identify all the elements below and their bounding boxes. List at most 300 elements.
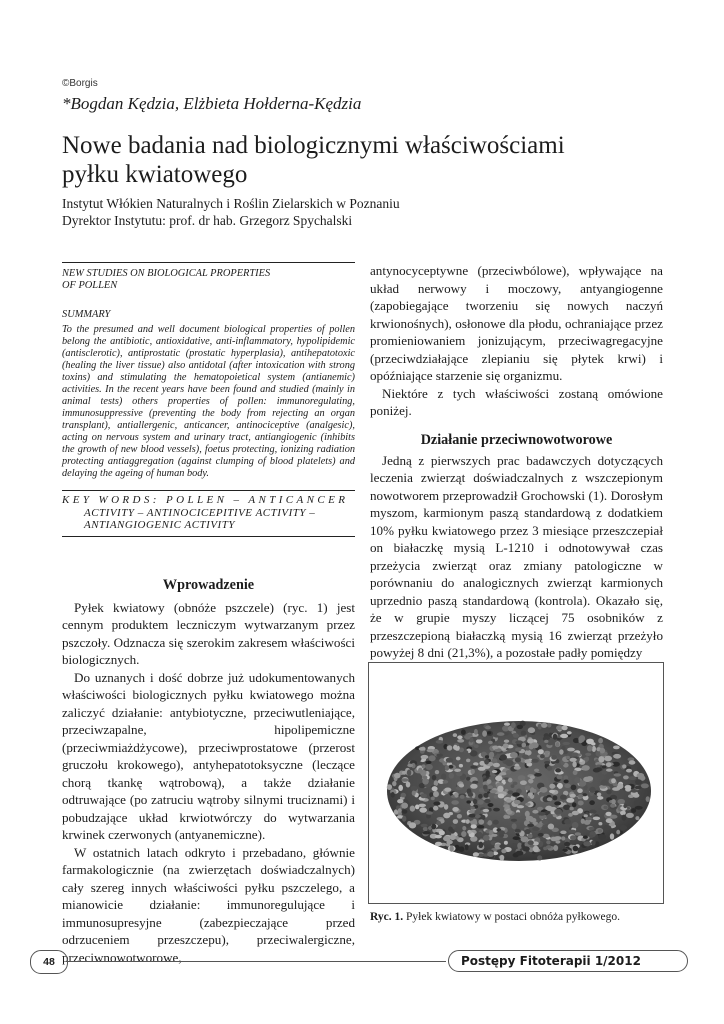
pollen-granule	[573, 770, 578, 775]
pollen-granule	[589, 787, 595, 793]
pollen-granule	[508, 778, 513, 783]
pollen-granule	[526, 816, 534, 822]
pollen-granule	[528, 840, 534, 845]
right-column	[370, 262, 663, 662]
pollen-granule	[483, 835, 490, 841]
pollen-granule	[451, 800, 459, 805]
pollen-granule	[477, 825, 484, 829]
pollen-granule	[484, 789, 489, 792]
pollen-granule	[564, 784, 571, 788]
pollen-granule	[398, 785, 403, 791]
pollen-granule	[432, 775, 437, 780]
pollen-granule	[567, 748, 575, 752]
pollen-granule	[473, 762, 478, 765]
left-column	[62, 262, 355, 966]
pollen-granule	[497, 732, 505, 736]
pollen-granule	[460, 795, 465, 799]
pollen-granule	[494, 795, 498, 799]
pollen-granule	[517, 725, 523, 729]
pollen-granule	[578, 801, 584, 806]
english-title-line-2: OF POLLEN	[62, 280, 118, 291]
pollen-granule	[562, 742, 570, 745]
summary-text: To the presumed and well document biological properties of pollen belong the antibiotic, antioxidative, anti-inflammatory, hypolipidemic (antisclerotic), antiprostatic (prostatic hyperplasia), antihepatotoxic (healing the liver tissue) also antidotal (after intoxication with strong toxins) and stimulating the hematopoietical system (antianemic) activities. In the recent years have been found and studied (mainly in animal tests) others properties of pollen: immunoregulating, immunosuppressive (preventing the body from rejecting an organ transplant), antiallergenic, anticancer, antinociceptive (analgesic), acting on nervous system and urinary tract, antiangiogenic (inhibits the growth of new blood vessels), foetus protecting, ionizing radiation protecting antiaggregation (against clumping of blood platelets) and delaying the ageing of human body.	[62, 324, 355, 479]
pollen-granule	[540, 754, 545, 758]
pollen-granule	[527, 824, 534, 827]
pollen-granule	[623, 804, 627, 808]
pollen-granule	[567, 731, 572, 734]
keywords-rule	[62, 490, 355, 491]
pollen-granule	[634, 800, 639, 805]
pollen-granule	[585, 753, 591, 756]
pollen-granule	[563, 775, 568, 780]
pollen-granule	[422, 764, 426, 768]
pollen-granule	[453, 733, 457, 737]
pollen-granule	[488, 820, 492, 825]
pollen-granule	[407, 764, 413, 768]
pollen-granule	[418, 768, 423, 774]
pollen-granule	[410, 806, 415, 812]
pollen-granule	[476, 739, 483, 743]
pollen-granule	[570, 835, 576, 840]
pollen-granule	[572, 811, 579, 816]
pollen-granule	[489, 752, 494, 758]
pollen-granule	[419, 807, 427, 812]
pollen-granule	[461, 831, 466, 837]
pollen-granule	[435, 770, 439, 774]
pollen-granule	[521, 731, 527, 736]
pollen-granule	[464, 750, 469, 754]
pollen-granule	[465, 844, 469, 850]
pollen-granule	[439, 830, 445, 835]
pollen-granule	[504, 723, 510, 726]
title-line-2: pyłku kwiatowego	[62, 161, 248, 188]
pollen-granule	[459, 784, 464, 788]
pollen-granule	[471, 824, 477, 828]
pollen-granule	[515, 748, 521, 752]
pollen-granule	[546, 840, 550, 844]
pollen-granule	[610, 833, 614, 839]
pollen-granule	[554, 801, 561, 805]
pollen-granule	[553, 734, 558, 740]
footer-rule	[66, 961, 446, 962]
pollen-granule	[438, 795, 443, 799]
pollen-granule	[483, 793, 489, 798]
pollen-granule	[499, 830, 505, 835]
english-title-line-1: NEW STUDIES ON BIOLOGICAL PROPERTIES	[62, 268, 271, 279]
pollen-granule	[472, 781, 478, 784]
pollen-granule	[415, 756, 421, 762]
pollen-granule	[564, 842, 570, 847]
pollen-granule	[532, 827, 540, 831]
pollen-granule	[598, 822, 602, 825]
pollen-granule	[601, 780, 608, 786]
pollen-granule	[486, 770, 490, 776]
pollen-granule	[402, 771, 406, 775]
pollen-granule	[431, 797, 435, 801]
pollen-granule	[493, 808, 500, 812]
pollen-granule	[534, 769, 539, 772]
keywords-bottom-rule	[62, 536, 355, 537]
pollen-granule	[421, 824, 428, 827]
pollen-granule	[515, 829, 521, 833]
pollen-granule	[623, 775, 629, 779]
pollen-granule	[473, 852, 479, 857]
pollen-granule	[436, 740, 444, 744]
pollen-granule	[459, 764, 463, 768]
pollen-granule	[538, 812, 546, 816]
pollen-granule	[492, 758, 498, 763]
pollen-granule	[549, 784, 555, 789]
journal-badge	[448, 950, 688, 972]
pollen-granule	[598, 834, 606, 840]
pollen-granule	[466, 733, 473, 736]
pollen-granule	[555, 768, 561, 772]
pollen-granule	[409, 822, 416, 828]
pollen-granule	[397, 799, 403, 803]
pollen-granule	[490, 790, 497, 793]
pollen-granule	[610, 804, 615, 808]
pollen-granule	[436, 754, 443, 757]
pollen-granule	[646, 796, 650, 802]
pollen-granule	[392, 781, 396, 786]
affiliation	[62, 195, 400, 229]
pollen-granule	[635, 816, 639, 820]
pollen-granule	[401, 793, 407, 798]
pollen-granule	[598, 756, 604, 762]
pollen-granule	[457, 739, 464, 743]
pollen-granule	[597, 796, 603, 800]
pollen-granule	[459, 846, 465, 852]
pollen-granule	[566, 798, 574, 803]
pollen-granule	[583, 841, 591, 846]
pollen-granule	[434, 780, 438, 786]
pollen-granule	[488, 741, 493, 745]
pollen-granule	[454, 769, 461, 772]
pollen-granule	[568, 830, 576, 834]
pollen-granule	[493, 763, 500, 768]
pollen-granule	[471, 769, 475, 774]
pollen-granule	[433, 791, 439, 797]
pollen-granule	[595, 767, 602, 771]
pollen-granule	[562, 848, 568, 852]
pollen-granule	[443, 780, 449, 784]
pollen-granule	[564, 780, 569, 784]
anticancer-paragraph: Jedną z pierwszych prac badawczych dotyczących leczenia zwierząt doświadczalnych z wszczepionym nowotworem przeprowadził Grochowski (1). Dorosłym myszom, karmionym paszą standardową z dodatkiem 10% pyłku kwiatowego przez 3 miesiące przeszczepiał on białaczkę mysią L-1210 i odnotowywał czas przeżycia zwierząt oraz zmiany patologiczne w porównaniu do analogicznych zwierząt karmionych uprzednio paszą standardową (kontrola). Okazało się, że w grupie myszy liczącej 75 osobników z przeszczepioną białaczką mysią 16 zwierząt przeżyło powyżej 8 dni (21,3%), a pozostałe padły pomiędzy	[370, 452, 663, 660]
pollen-granule	[466, 777, 470, 781]
pollen-granule	[544, 761, 550, 764]
pollen-granule	[503, 743, 509, 748]
pollen-granule	[559, 749, 563, 754]
pollen-granule	[411, 786, 418, 792]
pollen-granule	[482, 730, 487, 736]
pollen-granule	[485, 755, 489, 759]
pollen-granule	[572, 761, 576, 767]
pollen-granule	[522, 846, 529, 851]
pollen-granule	[475, 814, 481, 818]
pollen-granule	[536, 823, 542, 827]
pollen-granule	[468, 814, 476, 818]
pollen-granule	[555, 742, 559, 747]
pollen-granule	[511, 722, 516, 728]
pollen-granule	[547, 766, 553, 771]
pollen-granule	[485, 726, 491, 730]
pollen-granule	[530, 776, 535, 780]
intro-paragraph-1: Pyłek kwiatowy (obnóże pszczele) (ryc. 1) jest cennym produktem leczniczym wytwarzanym przez pszczoły. Odznacza się szerokim zakresem właściwości biologicznych.	[62, 599, 355, 667]
pollen-granule	[617, 783, 624, 789]
pollen-granule	[585, 757, 589, 762]
pollen-granule	[528, 834, 533, 839]
pollen-granule	[595, 841, 599, 847]
summary-heading: SUMMARY	[62, 309, 111, 320]
pollen-granule	[587, 745, 593, 751]
pollen-granule	[402, 810, 407, 814]
pollen-granule	[419, 747, 426, 751]
pollen-granule	[563, 805, 570, 811]
pollen-granule	[541, 723, 547, 728]
pollen-granule	[512, 792, 520, 796]
pollen-granule	[473, 799, 477, 804]
pollen-granule	[387, 784, 392, 790]
figure-caption	[370, 911, 620, 923]
pollen-granule	[406, 782, 411, 788]
caption-text: Pyłek kwiatowy w postaci obnóża pyłkowego.	[406, 911, 621, 923]
pollen-granule	[571, 785, 577, 791]
pollen-granule	[631, 808, 636, 813]
pollen-granule	[421, 755, 429, 759]
pollen-granule	[579, 739, 583, 743]
pollen-granule	[467, 830, 472, 834]
pollen-granule	[501, 849, 506, 853]
pollen-granule	[422, 778, 429, 784]
pollen-granule	[487, 779, 492, 784]
pollen-granule	[562, 726, 568, 731]
pollen-granule	[532, 810, 538, 814]
pollen-granule	[483, 809, 489, 812]
pollen-granule	[572, 822, 579, 828]
pollen-granule	[401, 778, 408, 781]
pollen-granule	[504, 740, 509, 743]
pollen-granule	[617, 799, 625, 804]
pollen-granule	[511, 819, 517, 822]
pollen-granule	[584, 814, 588, 817]
pollen-granule	[479, 842, 484, 848]
pollen-granule	[583, 836, 588, 839]
pollen-granule	[589, 810, 597, 814]
caption-label: Ryc. 1.	[370, 911, 404, 923]
pollen-granule	[525, 803, 530, 806]
pollen-granule	[477, 832, 482, 837]
copyright-label: ©Borgis	[62, 78, 98, 89]
pollen-granule	[444, 788, 451, 792]
pollen-granule	[431, 824, 436, 830]
pollen-granule	[518, 775, 526, 781]
pollen-granule	[426, 761, 432, 764]
pollen-granule	[626, 769, 632, 773]
next-paragraph: Niektóre z tych właściwości zostaną omówione poniżej.	[370, 385, 663, 418]
pollen-granule	[432, 786, 438, 791]
pollen-granule	[505, 815, 510, 819]
pollen-granule	[598, 829, 603, 833]
pollen-granule	[600, 748, 606, 754]
pollen-granule	[504, 841, 508, 845]
pollen-granule	[478, 819, 484, 824]
pollen-granule	[566, 756, 570, 760]
anticancer-heading: Działanie przeciwnowotworowe	[420, 431, 613, 448]
pollen-granule	[450, 834, 456, 840]
pollen-granule	[548, 824, 554, 830]
pollen-granule	[613, 754, 621, 759]
pollen-granule	[466, 800, 471, 803]
pollen-granule	[401, 803, 408, 809]
intro-paragraph-3: W ostatnich latach odkryto i przebadano, głównie farmakologicznie (na zwierzętach doświadczalnych) cały szereg innych właściwości pyłku pszczelego, a mianowicie działanie: immunoregulujące i immunosupresyjne (zabezpieczające przed odrzuceniem przeszczepu), przeciwalergiczne, przeciwnowotworowe,	[62, 844, 355, 965]
pollen-granule	[531, 759, 538, 763]
pollen-granule	[484, 759, 489, 764]
pollen-granule	[620, 825, 627, 830]
pollen-granule	[528, 792, 533, 796]
pollen-granule	[499, 844, 505, 848]
pollen-granule	[435, 835, 442, 839]
pollen-granule	[466, 759, 470, 763]
pollen-granule	[495, 776, 502, 782]
pollen-granule	[470, 784, 477, 789]
pollen-granule	[487, 785, 493, 789]
pollen-granule	[569, 807, 573, 811]
pollen-granule	[602, 765, 607, 768]
pollen-granule	[591, 840, 596, 845]
pollen-granule	[468, 810, 474, 814]
pollen-granule	[457, 814, 462, 819]
pollen-granule	[514, 800, 521, 804]
pollen-granule	[578, 794, 583, 798]
intro-heading: Wprowadzenie	[162, 576, 255, 593]
pollen-granule	[544, 740, 548, 743]
pollen-granule	[629, 760, 636, 764]
pollen-granule	[462, 826, 466, 831]
pollen-granule	[528, 727, 535, 733]
pollen-granule	[484, 799, 490, 803]
pollen-granule	[637, 767, 642, 772]
pollen-granule	[568, 813, 573, 817]
pollen-granule	[407, 770, 411, 776]
pollen-granule	[606, 769, 613, 772]
pollen-granule	[454, 792, 459, 797]
pollen-granule	[446, 758, 453, 763]
pollen-granule	[635, 779, 642, 784]
pollen-granule	[589, 827, 595, 830]
pollen-granule	[613, 783, 618, 786]
pollen-granule	[625, 785, 631, 789]
continued-paragraph: antynocyceptywne (przeciwbólowe), wpływające na układ nerwowy i moczowy, antyangiogenne (zapobiegające tworzeniu się nowych naczyń krwionośnych), osłonowe dla płodu, ochraniające przez promieniowaniem jonizującym, przeciwagregacyjne (przeciwdziałające zlepianiu się płytek krwi) i opóźniające starzenie się organizmu.	[370, 263, 663, 383]
pollen-granule	[521, 836, 529, 842]
pollen-granule	[581, 819, 585, 824]
pollen-granule	[511, 784, 515, 788]
pollen-granule	[604, 756, 612, 762]
pollen-granule	[513, 734, 519, 738]
pollen-granule	[474, 729, 478, 735]
title-line-1: Nowe badania nad biologicznymi właściwościami	[62, 132, 565, 159]
pollen-granule	[573, 846, 579, 852]
pollen-granule	[492, 770, 497, 773]
pollen-granule	[505, 760, 513, 766]
pollen-granule	[487, 731, 491, 734]
pollen-granule	[415, 805, 419, 810]
abstract-top-rule	[62, 262, 355, 263]
pollen-granule	[613, 746, 620, 750]
pollen-granule	[510, 752, 518, 758]
pollen-granule	[497, 786, 503, 792]
pollen-granule	[443, 813, 450, 819]
authors: *Bogdan Kędzia, Elżbieta Hołderna-Kędzia	[62, 94, 362, 113]
pollen-granule	[453, 745, 458, 750]
affiliation-line-1: Instytut Włókien Naturalnych i Roślin Zielarskich w Poznaniu	[62, 196, 400, 211]
pollen-granule	[522, 755, 529, 760]
pollen-granule	[554, 836, 561, 840]
english-title	[62, 268, 355, 292]
article-title	[62, 131, 662, 189]
pollen-granule	[549, 790, 555, 793]
pollen-granule	[547, 723, 551, 728]
pollen-granule	[622, 815, 627, 821]
pollen-granule	[436, 821, 441, 826]
pollen-granule	[630, 789, 637, 793]
pollen-granule	[487, 852, 494, 857]
pollen-granule	[589, 800, 595, 805]
pollen-granule	[466, 819, 470, 823]
pollen-granule	[470, 806, 475, 809]
pollen-granule	[538, 833, 544, 837]
pollen-pile-image	[369, 663, 663, 903]
pollen-granule	[461, 729, 466, 735]
pollen-granule	[637, 773, 645, 778]
pollen-granule	[457, 735, 462, 739]
pollen-granule	[449, 773, 454, 779]
pollen-granule	[585, 817, 592, 820]
pollen-granule	[626, 813, 634, 818]
pollen-granule	[603, 806, 607, 809]
pollen-granule	[560, 831, 566, 835]
pollen-granule	[445, 765, 449, 771]
pollen-granule	[604, 825, 612, 830]
pollen-granule	[447, 745, 452, 750]
pollen-granule	[515, 812, 522, 817]
pollen-granule	[533, 846, 539, 852]
pollen-granule	[452, 807, 459, 812]
pollen-granule	[433, 802, 440, 806]
pollen-granule	[398, 808, 402, 812]
pollen-granule	[412, 791, 416, 796]
pollen-granule	[512, 843, 517, 846]
pollen-granule	[635, 786, 642, 790]
pollen-granule	[553, 845, 558, 851]
pollen-granule	[598, 738, 603, 744]
pollen-granule	[520, 780, 527, 785]
pollen-granule	[529, 744, 534, 750]
pollen-granule	[557, 775, 563, 779]
pollen-granule	[394, 773, 401, 779]
pollen-granule	[427, 749, 435, 752]
pollen-granule	[478, 794, 483, 799]
pollen-granule	[391, 792, 395, 798]
pollen-granule	[524, 759, 530, 763]
pollen-granule	[635, 806, 643, 810]
pollen-granule	[456, 772, 462, 777]
pollen-granule	[420, 794, 427, 799]
intro-paragraph-2: Do uznanych i dość dobrze już udokumentowanych właściwości biologicznych pyłku kwiatowego można zaliczyć działanie: antybiotyczne, przeciwutleniające, przeciwzapalne, hipolipemiczne (przeciwmiażdżycowe), przeciwprostatowe (przerost gruczołu krokowego), antyhepatotoksyczne (leczące chorą tkankę wątrobową), a także działanie odtruwające (po zatruciu wątroby silnymi truciznami) i pobudzające układ krwiotwórczy do wytwarzania krwinek czerwonych (antyanemiczne).	[62, 669, 355, 842]
pollen-granule	[515, 758, 521, 763]
pollen-granule	[614, 773, 622, 776]
pollen-granule	[574, 777, 580, 783]
pollen-granule	[571, 752, 578, 756]
